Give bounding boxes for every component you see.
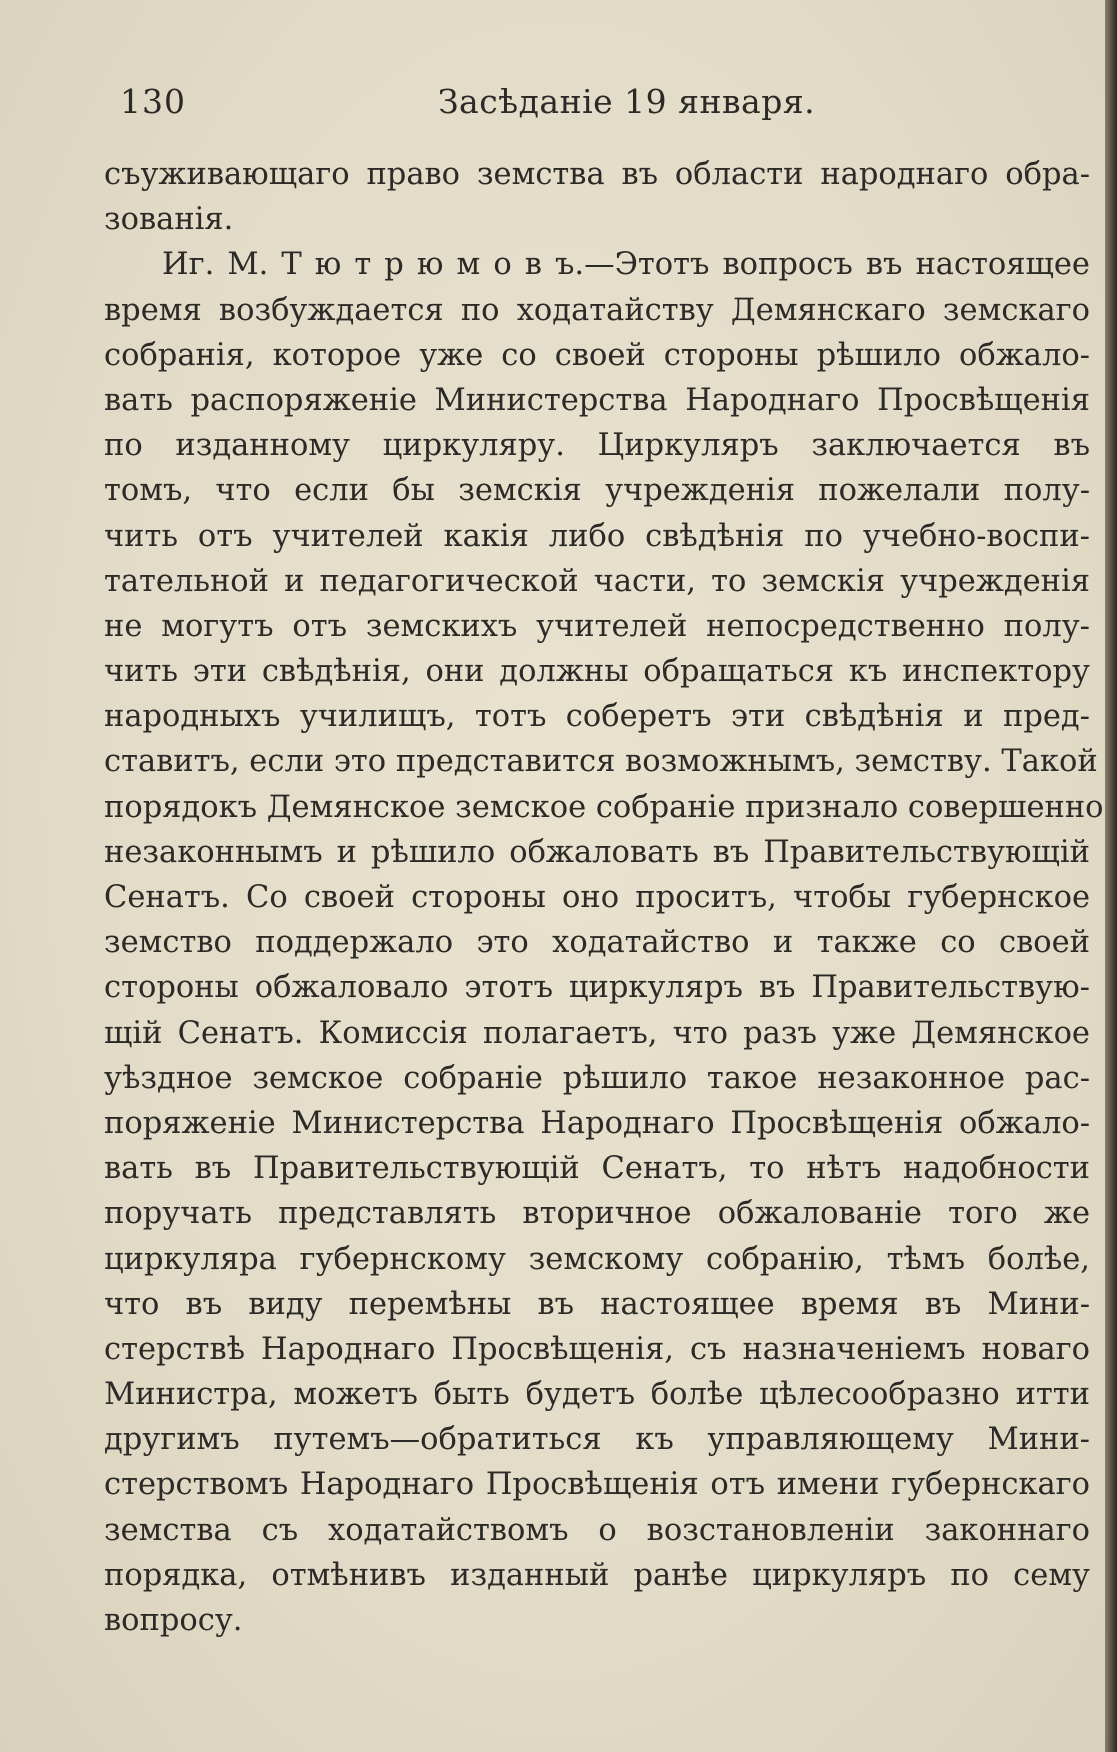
text-line: стерствомъ Народнаго Просвѣщенія отъ имени губернскаго	[104, 1467, 1090, 1503]
text-line: незаконнымъ и рѣшило обжаловать въ Правительствующій	[104, 834, 1090, 870]
text-line: зованія.	[104, 202, 234, 238]
text-line: порядка, отмѣнивъ изданный ранѣе циркуляръ по сему	[104, 1557, 1090, 1593]
text-line: порядокъ Демянское земское собраніе признало совершенно	[104, 789, 1104, 825]
text-line: стороны обжаловало этотъ циркуляръ въ Правительствую-	[104, 970, 1090, 1006]
text-line: поряженіе Министерства Народнаго Просвѣщенія обжало-	[104, 1105, 1090, 1141]
text-line: народныхъ училищъ, тотъ соберетъ эти свѣдѣнія и пред-	[104, 699, 1090, 735]
text-line: ставитъ, если это представится возможнымъ, земству. Такой	[104, 744, 1098, 780]
text-line: земства съ ходатайствомъ о возстановленіи законнаго	[104, 1512, 1090, 1548]
text-line: циркуляра губернскому земскому собранію, тѣмъ болѣе,	[104, 1241, 1090, 1277]
text-line: собранія, которое уже со своей стороны рѣшило обжало-	[104, 337, 1090, 373]
page-number: 130	[120, 82, 186, 121]
text-line: вать въ Правительствующій Сенатъ, то нѣтъ надобности	[104, 1151, 1090, 1187]
text-line: чить эти свѣдѣнія, они должны обращаться къ инспектору	[104, 654, 1090, 690]
text-line: вопросу.	[104, 1603, 243, 1638]
text-line: по изданному циркуляру. Циркуляръ заключается въ	[104, 428, 1090, 464]
text-line: тательной и педагогической части, то земскія учрежденія	[104, 563, 1090, 599]
text-line: щій Сенатъ. Комиссія полагаетъ, что разъ уже Демянское	[104, 1015, 1090, 1051]
text-line: съуживающаго право земства въ области народнаго обра-	[104, 157, 1090, 192]
text-line: вать распоряженіе Министерства Народнаго Просвѣщенія	[104, 382, 1090, 418]
running-head: Засѣданіе 19 января.	[438, 82, 816, 121]
text-line: поручать представлять вторичное обжалованіе того же	[104, 1196, 1090, 1232]
text-line: Министра, можетъ быть будетъ болѣе цѣлесообразно итти	[104, 1377, 1090, 1413]
text-line: что въ виду перемѣны въ настоящее время въ Мини-	[104, 1286, 1090, 1322]
page-edge-shadow	[1105, 0, 1117, 1752]
text-line: время возбуждается по ходатайству Демянскаго земскаго	[104, 292, 1090, 328]
page-header	[120, 82, 1080, 132]
text-line: земство поддержало это ходатайство и также со своей	[104, 925, 1090, 961]
text-line: уѣздное земское собраніе рѣшило такое незаконное рас-	[104, 1060, 1090, 1096]
body-text	[104, 152, 1104, 1643]
text-line: Иг. М. Т ю т р ю м о в ъ.—Этотъ вопросъ въ настоящее	[162, 247, 1090, 283]
text-line: чить отъ учителей какія либо свѣдѣнія по учебно-воспи-	[104, 518, 1090, 554]
text-line: томъ, что если бы земскія учрежденія пожелали полу-	[104, 473, 1090, 509]
text-line: стерствѣ Народнаго Просвѣщенія, съ назначеніемъ новаго	[104, 1331, 1090, 1367]
text-line: не могутъ отъ земскихъ учителей непосредственно полу-	[104, 608, 1090, 644]
text-line: другимъ путемъ—обратиться къ управляющему Мини-	[104, 1422, 1090, 1458]
text-line: Сенатъ. Со своей стороны оно проситъ, чтобы губернское	[104, 880, 1090, 915]
